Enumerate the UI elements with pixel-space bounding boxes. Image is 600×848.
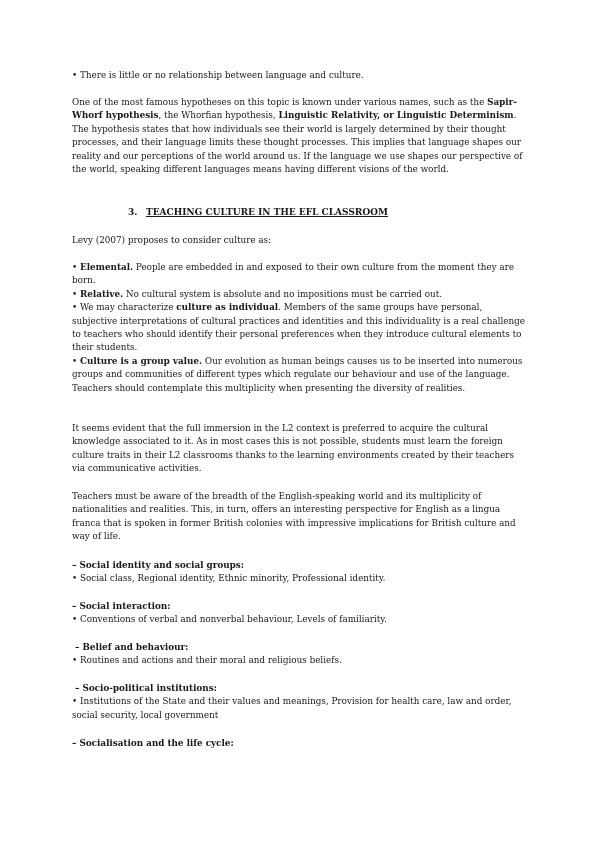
subsection-title: – Socio-political institutions: bbox=[75, 684, 217, 694]
heading-number: 3. bbox=[128, 208, 138, 218]
section-social-interaction bbox=[72, 601, 528, 628]
bullet-text: . Members of the same groups have personal, subjective interpretations of cultural practices and identities and this individuality is a real challenge to teachers who should identify their personal preferences when they introduce cultural elements to their students. bbox=[72, 303, 525, 354]
section-social-identity bbox=[72, 560, 528, 587]
bullet-term: Elemental. bbox=[80, 263, 134, 273]
bullet-text: No cultural system is absolute and no impositions must be carried out. bbox=[123, 289, 443, 300]
subsection-title: – Social identity and social groups: bbox=[72, 561, 244, 571]
text-run: . The hypothesis states that how individuals see their world is largely determined by their thought processes, and their language limits these thought processes. This implies that language shapes our reality and our perceptions of the world around us. If the language we use shapes our perspective of the world, speaking different languages means having different visions of the world. bbox=[72, 111, 523, 176]
intro-bullet bbox=[72, 70, 528, 83]
section-socialisation bbox=[72, 738, 528, 751]
paragraph-english-world bbox=[72, 491, 528, 545]
bullet-text: People are embedded in and exposed to their own culture from the moment they are born. bbox=[72, 263, 515, 287]
levy-intro-text: Levy (2007) proposes to consider culture as: bbox=[72, 236, 272, 246]
text-run: One of the most famous hypotheses on this topic is known under various names, such as the bbox=[72, 98, 488, 108]
culture-bullet-list bbox=[72, 262, 528, 396]
list-item bbox=[72, 356, 528, 396]
bullet-text: Our evolution as human beings causes us to be inserted into numerous groups and communities of different types which regulate our behaviour and use of the language. Teachers should contemplate this multiplicity when presenting the diversity of realities. bbox=[72, 356, 523, 394]
bullet-term: Culture is a group value. bbox=[80, 356, 203, 367]
list-item bbox=[72, 302, 528, 356]
subsection-item: • Institutions of the State and their values and meanings, Provision for health care, law and order, social security, local government bbox=[72, 697, 512, 721]
bullet-lead: • bbox=[72, 263, 80, 273]
paragraph-text: It seems evident that the full immersion in the L2 context is preferred to acquire the cultural knowledge associated to it. As in most cases this is not possible, students must learn the foreign culture traits in their L2 classrooms thanks to the learning environments created by their teachers via communicative activities. bbox=[72, 424, 515, 475]
list-item bbox=[72, 289, 528, 302]
paragraph-text bbox=[72, 97, 528, 177]
subsection-title: – Socialisation and the life cycle: bbox=[72, 739, 234, 749]
bold-term: Sapir-Whorf hypothesis bbox=[72, 98, 517, 122]
heading-title: TEACHING CULTURE IN THE EFL CLASSROOM bbox=[146, 208, 388, 218]
levy-intro bbox=[72, 235, 528, 248]
text-run: , the Whorfian hypothesis, bbox=[158, 111, 279, 122]
bold-term: Linguistic Relativity, or Linguistic Determinism bbox=[278, 111, 514, 122]
subsection-item: • Conventions of verbal and nonverbal behaviour, Levels of familiarity. bbox=[72, 615, 387, 626]
intro-bullet-text: • There is little or no relationship between language and culture. bbox=[72, 71, 364, 81]
paragraph-text: Teachers must be aware of the breadth of the English-speaking world and its multiplicity of nationalities and realities. This, in turn, offers an interesting perspective for English as a lingua franca that is spoken in former British colonies with impressive implications for British culture and way of life. bbox=[72, 492, 516, 543]
subsection-item: • Routines and actions and their moral and religious beliefs. bbox=[72, 656, 342, 667]
list-item bbox=[72, 262, 528, 289]
subsection-title: – Social interaction: bbox=[72, 602, 171, 612]
bullet-term: Relative. bbox=[80, 289, 124, 300]
bullet-lead: • bbox=[72, 289, 80, 300]
section-belief-behaviour bbox=[72, 642, 531, 669]
paragraph-immersion bbox=[72, 423, 528, 477]
section-heading bbox=[128, 208, 388, 218]
bullet-lead: • bbox=[72, 356, 80, 367]
bullet-term: culture as individual bbox=[176, 303, 279, 314]
bullet-lead: • We may characterize bbox=[72, 303, 177, 314]
paragraph-sapir-whorf bbox=[72, 97, 528, 177]
subsection-title: – Belief and behaviour: bbox=[75, 643, 189, 653]
section-socio-political bbox=[72, 683, 531, 723]
subsection-item: • Social class, Regional identity, Ethnic minority, Professional identity. bbox=[72, 574, 386, 585]
